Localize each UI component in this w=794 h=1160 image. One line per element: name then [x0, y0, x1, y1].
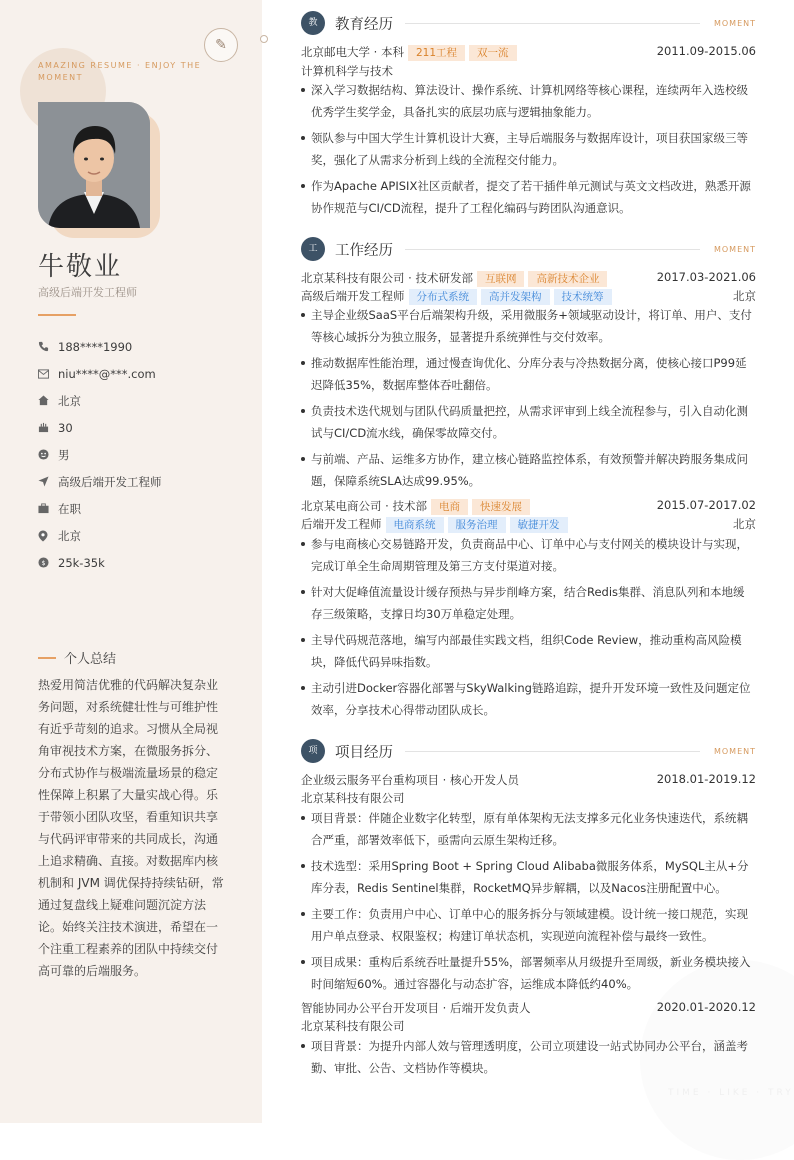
section-divider [405, 23, 700, 24]
section-project-header [301, 738, 756, 764]
decorative-dot [260, 35, 268, 43]
list-item: 作为Apache APISIX社区贡献者，提交了若干插件单元测试与英文文档改进，熟悉开源协作规范与CI/CD流程，提升了工程化编码与跨团队沟通意识。 [301, 175, 756, 219]
location-icon [38, 530, 58, 542]
section-title: 项目经历 [335, 744, 393, 761]
slogan: AMAZING RESUME · ENJOY THE MOMENT [38, 61, 202, 82]
section-education-header [301, 10, 756, 36]
tag: 高新技术企业 [528, 271, 607, 287]
role: 高级后端开发工程师 [301, 289, 405, 303]
skill-tag: 电商系统 [386, 517, 444, 533]
summary-heading [38, 648, 116, 667]
summary-title: 个人总结 [64, 652, 117, 667]
list-item: 主导企业级SaaS平台后端架构升级，采用微服务+领域驱动设计，将订单、用户、支付等核心域拆分为独立服务，显著提升系统弹性与交付效率。 [301, 304, 756, 348]
city: 北京 [733, 289, 756, 303]
section-work-header [301, 236, 756, 262]
date: 2020.01-2020.12 [656, 1000, 756, 1014]
school-name: 北京邮电大学 · 本科 [301, 45, 404, 59]
company-name: 北京某科技有限公司 · 技术研发部 [301, 271, 473, 285]
skill-tag: 高并发架构 [481, 289, 550, 305]
info-email [38, 360, 248, 387]
work-company-row [301, 270, 756, 287]
work-company-row [301, 498, 756, 515]
education-major: 计算机科学与技术 [301, 64, 393, 78]
skill-tag: 技术统筹 [554, 289, 612, 305]
list-item: 针对大促峰值流量设计缓存预热与异步削峰方案，结合Redis集群、消息队列和本地缓存三级策略，支撑日均30万单稳定处理。 [301, 581, 756, 625]
watermark: TIME · LIKE · TRY [668, 1088, 794, 1098]
briefcase-icon [38, 503, 58, 514]
contact-info [38, 333, 248, 576]
info-phone [38, 333, 248, 360]
position-text: 高级后端开发工程师 [58, 474, 162, 489]
section-en: MOMENT [713, 746, 756, 756]
project-name-row [301, 1000, 756, 1016]
education-school-row [301, 44, 756, 61]
info-city [38, 522, 248, 549]
list-item: 主动引进Docker容器化部署与SkyWalking链路追踪，提升开发环境一致性及问题定位效率，分享技术心得带动团队成长。 [301, 677, 756, 721]
skill-tag: 服务治理 [448, 517, 506, 533]
mail-icon [38, 369, 58, 379]
list-item: 领队参与中国大学生计算机设计大赛，主导后端服务与数据库设计，项目获国家级三等奖，强化了从需求分析到上线的全流程交付能力。 [301, 127, 756, 171]
section-divider [405, 751, 700, 752]
skill-tag: 分布式系统 [409, 289, 478, 305]
candidate-title: 高级后端开发工程师 [38, 286, 137, 299]
status-text: 在职 [58, 501, 81, 516]
phone-text: 188****1990 [58, 339, 133, 354]
education-icon: 教 [301, 11, 325, 35]
info-hometown [38, 387, 248, 414]
city-text: 北京 [58, 528, 81, 543]
project-name: 智能协同办公平台开发项目 · 后端开发负责人 [301, 1001, 531, 1015]
city: 北京 [733, 517, 756, 531]
list-item: 主要工作：负责用户中心、订单中心的服务拆分与领域建模。设计统一接口规范，实现用户单点登录、权限鉴权；构建订单状态机，实现逆向流程补偿与最终一致性。 [301, 903, 756, 947]
candidate-name: 牛敬业 [38, 252, 123, 282]
list-item: 项目成果：重构后系统吞吐量提升55%，部署频率从月级提升至周级，新业务模块接入时间缩短60%。通过容器化与动态扩容，运维成本降低约40%。 [301, 951, 756, 995]
send-icon [38, 476, 58, 487]
list-item: 项目背景：为提升内部人效与管理透明度，公司立项建设一站式协同办公平台，涵盖考勤、审批、公告、文档协作等模块。 [301, 1035, 756, 1079]
list-item: 深入学习数据结构、算法设计、操作系统、计算机网络等核心课程，连续两年入选校级优秀学生奖学金，具备扎实的底层功底与逻辑抽象能力。 [301, 79, 756, 123]
list-item: 主导代码规范落地，编写内部最佳实践文档，组织Code Review，推动重构高风险模块，降低代码异味指数。 [301, 629, 756, 673]
cake-icon [38, 422, 58, 433]
date: 2015.07-2017.02 [656, 498, 756, 512]
list-item: 推动数据库性能治理，通过慢查询优化、分库分表与冷热数据分离，使核心接口P99延迟降低35%，数据库整体吞吐翻倍。 [301, 352, 756, 396]
tag: 快速发展 [472, 499, 530, 515]
project-org: 北京某科技有限公司 [301, 1019, 405, 1033]
info-salary [38, 549, 248, 576]
tag: 电商 [431, 499, 468, 515]
project-name: 企业级云服务平台重构项目 · 核心开发人员 [301, 773, 519, 787]
role: 后端开发工程师 [301, 517, 382, 531]
home-icon [38, 395, 58, 406]
skill-tag: 敏捷开发 [510, 517, 568, 533]
list-item: 项目背景：伴随企业数字化转型，原有单体架构无法支撑多元化业务快速迭代，系统耦合严重，部署效率低下，亟需向云原生架构迁移。 [301, 807, 756, 851]
gender-icon [38, 449, 58, 460]
list-item: 与前端、产品、运维多方协作，建立核心链路监控体系，有效预警并解决跨服务集成问题，保障系统SLA达成99.95%。 [301, 448, 756, 492]
work-icon: 工 [301, 237, 325, 261]
hometown-text: 北京 [58, 393, 81, 408]
list-item: 技术选型：采用Spring Boot + Spring Cloud Alibaba微服务体系，MySQL主从+分库分表，Redis Sentinel集群，RocketMQ异步解耦，以及Nacos注册配置中心。 [301, 855, 756, 899]
work-role-row [301, 516, 756, 533]
date: 2018.01-2019.12 [656, 772, 756, 786]
section-divider [405, 249, 700, 250]
section-title: 教育经历 [335, 16, 393, 33]
email-text: niu****@***.com [58, 366, 156, 381]
tag: 211工程 [408, 45, 465, 61]
svg-text:$: $ [41, 558, 46, 567]
list-item: 负责技术迭代规划与团队代码质量把控，从需求评审到上线全流程参与，引入自动化测试与CI/CD流水线，确保零故障交付。 [301, 400, 756, 444]
project-icon: 项 [301, 739, 325, 763]
work-role-row [301, 288, 756, 305]
avatar [38, 102, 150, 228]
age-text: 30 [58, 420, 73, 435]
sidebar [0, 0, 262, 1123]
section-en: MOMENT [713, 244, 756, 254]
project-name-row [301, 772, 756, 788]
info-status [38, 495, 248, 522]
list-item: 参与电商核心交易链路开发，负责商品中心、订单中心与支付网关的模块设计与实现，完成订单全生命周期管理及第三方支付渠道对接。 [301, 533, 756, 577]
summary-text: 热爱用简洁优雅的代码解决复杂业务问题，对系统健壮性与可维护性有近乎苛刻的追求。习惯从全局视角审视技术方案，在微服务拆分、分布式协作与极端流量场景的稳定性保障上积累了大量实战心得。乐于带领小团队攻坚，看重知识共享与代码评审带来的共同成长，沟通上追求精确、直接。对数据库内核机制和 JVM 调优保持持续钻研，常通过复盘线上疑难问题沉淀方法论。始终关注技术演进，希望在一个注重工程素养的团队中持续交付高可靠的后端服务。 [38, 678, 224, 978]
info-age [38, 414, 248, 441]
date: 2011.09-2015.06 [656, 44, 756, 58]
phone-icon [38, 341, 58, 352]
salary-icon [38, 557, 58, 568]
info-position [38, 468, 248, 495]
divider [38, 314, 76, 316]
salary-text: 25k-35k [58, 555, 105, 570]
pen-icon: ✎ [204, 28, 238, 62]
gender-text: 男 [58, 447, 70, 462]
section-en: MOMENT [713, 18, 756, 28]
tag: 双一流 [469, 45, 517, 61]
tag: 互联网 [477, 271, 525, 287]
project-org: 北京某科技有限公司 [301, 791, 405, 805]
info-gender [38, 441, 248, 468]
section-title: 工作经历 [335, 242, 393, 259]
date: 2017.03-2021.06 [656, 270, 756, 284]
company-name: 北京某电商公司 · 技术部 [301, 499, 427, 513]
heading-accent [38, 657, 56, 659]
